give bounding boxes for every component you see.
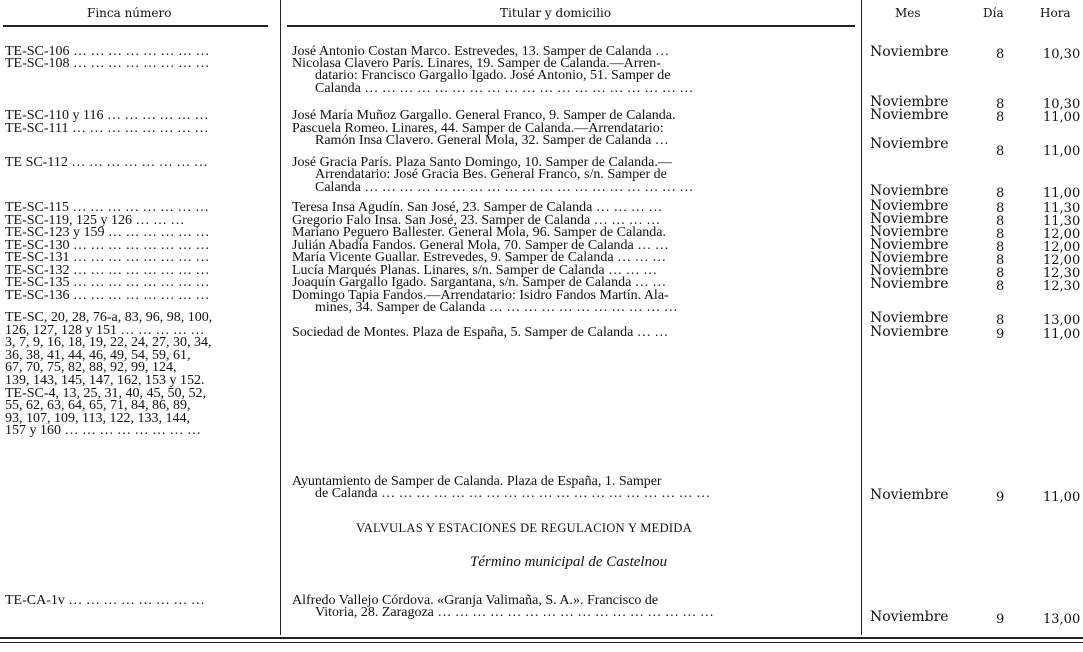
mes-cell: Noviembre [870, 44, 949, 60]
header-mes: Mes [895, 6, 921, 20]
titular-cell: Joaquín Gargallo Igado. Sargantana, s/n. Samper de Calanda … … [292, 275, 667, 290]
hora-cell: 11,30 [1043, 201, 1081, 216]
hora-cell: 11,00 [1043, 144, 1081, 159]
finca-cell: TE SC-112 … … … … … … … … [5, 155, 208, 170]
mes-cell: Noviembre [870, 310, 949, 326]
titular-cell: María Vicente Guallar. Estrevedes, 9. Samper de Calanda … … … [292, 250, 667, 265]
finca-cell: TE-SC-110 y 116 … … … … … … [5, 108, 209, 123]
hora-cell: 11,00 [1043, 110, 1081, 125]
mes-cell: Noviembre [870, 487, 949, 503]
finca-cell: TE-CA-1v … … … … … … … … [5, 593, 205, 608]
titular-cell: Alfredo Vallejo Córdova. «Granja Valimaña, S. A.». Francisco de Vitoria, 28. Zaragoza … … … … … … … … … … … … … … … … [292, 593, 714, 621]
hora-cell: 13,00 [1043, 612, 1081, 627]
hora-cell: 12,00 [1043, 240, 1081, 255]
titular-cell: José Antonio Costan Marco. Estrevedes, 13. Samper de Calanda … [292, 44, 670, 59]
titular-cell: José María Muñoz Gargallo. General Franco, 9. Samper de Calanda. [292, 108, 676, 123]
titular-cell: Pascuela Romeo. Linares, 44. Samper de Calanda.—Arrendatario: Ramón Insa Clavero. General Mola, 32. Samper de Calanda … [292, 121, 669, 149]
dia-cell: 8 [996, 214, 1005, 229]
dia-cell: 9 [996, 612, 1005, 627]
hora-cell: 12,00 [1043, 253, 1081, 268]
finca-cell: TE-SC-136 … … … … … … … … [5, 288, 210, 303]
hora-cell: 10,30 [1043, 47, 1081, 62]
mes-cell: Noviembre [870, 211, 949, 227]
bottom-rule-1 [0, 637, 1083, 639]
mes-cell: Noviembre [870, 224, 949, 240]
titular-cell: Teresa Insa Agudín. San José, 23. Samper de Calanda … … … … [292, 200, 663, 215]
titular-cell: Domingo Tapia Fandos.—Arrendatario: Isidro Fandos Martín. Ala- mines, 34. Samper de Calanda … … … … … … … … … … … [292, 288, 678, 316]
mes-cell: Noviembre [870, 276, 949, 292]
finca-cell: TE-SC-115 … … … … … … … … [5, 200, 210, 215]
dia-cell: 8 [996, 47, 1005, 62]
hora-cell: 13,00 [1043, 313, 1081, 328]
dia-cell: 8 [996, 186, 1005, 201]
mes-cell: Noviembre [870, 183, 949, 199]
finca-cell: TE-SC-130 … … … … … … … … [5, 238, 210, 253]
hora-cell: 12,30 [1043, 266, 1081, 281]
titular-cell: Mariano Peguero Ballester. General Mola, 96. Samper de Calanda. [292, 225, 666, 240]
finca-cell: TE-SC-111 … … … … … … … … [5, 121, 209, 136]
mes-cell: Noviembre [870, 94, 949, 110]
mes-cell: Noviembre [870, 609, 949, 625]
titular-cell: Julián Abadía Fandos. General Mola, 70. Samper de Calanda … … [292, 238, 669, 253]
dia-cell: 8 [996, 144, 1005, 159]
mes-cell: Noviembre [870, 237, 949, 253]
hora-cell: 11,00 [1043, 186, 1081, 201]
header-dia: Día [983, 6, 1004, 20]
titular-cell: Ayuntamiento de Samper de Calanda. Plaza de España, 1. Samper de Calanda … … … … … … … … … … … … … … … … … … … [292, 474, 711, 502]
dia-cell: 9 [996, 490, 1005, 505]
finca-cell: TE-SC-108 … … … … … … … … [5, 56, 210, 71]
finca-cell: TE-SC-119, 125 y 126 … … … [5, 213, 185, 228]
header-rule-finca [3, 25, 268, 27]
dia-cell: 8 [996, 110, 1005, 125]
finca-cell: TE-SC-106 … … … … … … … … [5, 44, 210, 59]
titular-cell: Sociedad de Montes. Plaza de España, 5. Samper de Calanda … … [292, 325, 669, 340]
dia-cell: 8 [996, 313, 1005, 328]
bottom-rule-2 [0, 642, 1083, 643]
dia-cell: 8 [996, 97, 1005, 112]
finca-cell: TE-SC-123 y 159 … … … … … … [5, 225, 210, 240]
mes-cell: Noviembre [870, 107, 949, 123]
header-hora: Hora [1040, 6, 1071, 20]
hora-cell: 12,30 [1043, 279, 1081, 294]
header-rule-titular [287, 25, 855, 27]
titular-cell: Gregorio Falo Insa. San José, 23. Samper de Calanda … … … … [292, 213, 661, 228]
mes-cell: Noviembre [870, 263, 949, 279]
dia-cell: 8 [996, 227, 1005, 242]
column-divider-2 [861, 0, 862, 635]
hora-cell: 10,30 [1043, 97, 1081, 112]
header-finca: Finca número [87, 6, 172, 20]
dia-cell: 8 [996, 279, 1005, 294]
mes-cell: Noviembre [870, 250, 949, 266]
hora-cell: 11,00 [1043, 490, 1081, 505]
dia-cell: 8 [996, 201, 1005, 216]
finca-cell-multiline: TE-SC, 20, 28, 76-a, 83, 96, 98, 100, 126, 127, 128 y 151 … … … … … 3, 7, 9, 16, 18, 19, 22, 24, 27, 30, 34, 36, 38, 41, 44, 46, 49, 54, 59, 61, 67, 70, 75, 82, 88, 92, 99, 124, 139, 143, 145, 147, 162, 153 y 152. TE-SC-4, 13, 25, 31, 40, 45, 50, 52, 55, 62, 63, 64, 65, 71, 84, 86, 89, 93, 107, 109, 113, 122, 133, 144, 157 y 160 … … … … … … … … [5, 310, 213, 439]
titular-cell: Lucía Marqués Planas. Linares, s/n. Samper de Calanda … … … [292, 263, 658, 278]
section-subtitle: Término municipal de Castelnou [470, 554, 668, 570]
dia-cell: 8 [996, 253, 1005, 268]
titular-cell: José Gracia París. Plaza Santo Domingo, 10. Samper de Calanda.— Arrendatario: José Gracia Bes. General Franco, s/n. Samper de Calanda … … … … … … … … … … … … … … … … … … … [292, 155, 694, 195]
header-titular: Titular y domicilio [500, 6, 612, 20]
mes-cell: Noviembre [870, 136, 949, 152]
mes-cell: Noviembre [870, 324, 949, 340]
hora-cell: 11,30 [1043, 214, 1081, 229]
finca-cell: TE-SC-135 … … … … … … … … [5, 275, 210, 290]
section-title: VALVULAS Y ESTACIONES DE REGULACION Y MEDIDA [356, 521, 693, 535]
finca-cell: TE-SC-131 … … … … … … … … [5, 250, 210, 265]
titular-cell: Nicolasa Clavero París. Linares, 19. Samper de Calanda.—Arren- datario: Francisco Gargallo Igado. José Antonio, 51. Samper de Calanda … … … … … … … … … … … … … … … … … … … [292, 56, 694, 96]
column-divider-1 [280, 0, 281, 635]
mes-cell: Noviembre [870, 198, 949, 214]
finca-cell: TE-SC-132 … … … … … … … … [5, 263, 210, 278]
dia-cell: 8 [996, 266, 1005, 281]
hora-cell: 11,00 [1043, 327, 1081, 342]
dia-cell: 9 [996, 327, 1005, 342]
dia-cell: 8 [996, 240, 1005, 255]
hora-cell: 12,00 [1043, 227, 1081, 242]
